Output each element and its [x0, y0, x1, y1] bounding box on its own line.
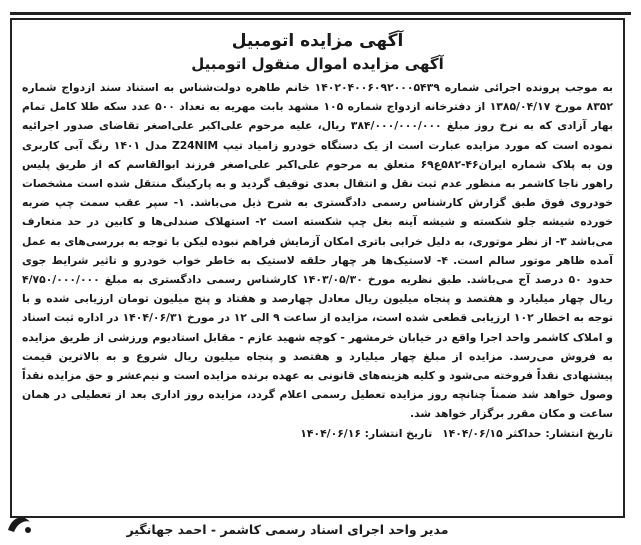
notice-body: به موجب پرونده اجرائی شماره ۱۴۰۲۰۴۰۰۶۰۹۲۰۰۰۵۴۳۹ خانم طاهره دولت‌شناس به استناد سند ازدواج شماره ۸۳۵۲ مورخ ۱۳۸۵/۰۴/۱۷ از دفترخانه ازدواج شماره ۱۰۵ مشهد بابت مهریه به تعداد ۵۰۰ عدد سکه طلا کامل تمام بهار آزادی که به نرخ روز مبلغ ۳۸۴/۰۰۰/۰۰۰/۰۰۰ ریال، علیه مرحوم علی‌اکبر علی‌اصغر تقاضای صدور اجرائیه نموده است که مورد مزایده عبارت است از یک دستگاه خودرو زامیاد تیپ Z24NIM مدل ۱۴۰۱ رنگ آبی کاربری ون به پلاک شماره ایران۴۶-۵۸۲ع۶۹ متعلق به مرحوم علی‌اکبر علی‌اصغر فرزند ابوالقاسم که از طریق پلیس راهور ناجا کاشمر به منظور عدم ثبت نقل و انتقال بعدی توقیف گردید و به پارکینگ منتقل شده است مشخصات خودروی فوق طبق گزارش کارشناس رسمی دادگستری به شرح ذیل می‌باشد. ۱- سپر عقب سمت چپ ضربه خورده شیشه جلو شکسته و شیشه آینه بغل چپ شکسته است ۲- استهلاک صندلی‌ها و کابین در حد متعارف می‌باشد ۳- از نظر موتوری، به دلیل خرابی باتری امکان آزمایش فراهم نبوده لیکن با توجه به بررسی‌های به عمل آمده ظاهر موتور سالم است. ۴- لاستیک‌ها هر چهار حلقه لاستیک به خاطر خواب خودرو و تاثیر شرایط جوی حدود ۵۰ درصد آج می‌باشد. طبق نظریه مورخ ۱۴۰۳/۰۵/۳۰ کارشناس رسمی دادگستری به مبلغ ۴/۷۵۰/۰۰۰/۰۰۰ ریال چهار میلیارد و هفتصد و پنجاه میلیون ریال معادل چهارصد و هفتاد و پنج میلیون تومان ارزیابی شده و با توجه به اخطار ۱۰۲ ارزیابی قطعی شده است، مزایده از ساعت ۹ الی ۱۲ در مورخ ۱۴۰۴/۰۶/۳۱ در اداره ثبت اسناد و املاک کاشمر واحد اجرا واقع در خیابان خرمشهر - کوچه شهید عازم - مقابل استادیوم ورزشی از طریق مزایده به فروش می‌رسد. مزایده از مبلغ چهار میلیارد و هفتصد و پنجاه میلیون ریال شروع و به بالاترین قیمت پیشنهادی نقداً فروخته می‌شود و کلیه هزینه‌های قانونی به عهده برنده مزایده است و نیم‌عشر و حق مزایده نقداً وصول خواهد شد ضمناً چنانچه روز مزایده تعطیل رسمی اعلام گردد، مزایده روز اداری بعد از تعطیلی در همان ساعت و مکان مقرر برگزار خواهد شد.	[22, 81, 614, 421]
publish-deadline: تاریخ انتشار: حداکثر ۱۴۰۴/۰۶/۱۵	[442, 426, 613, 440]
top-divider	[10, 0, 631, 15]
publish-date: تاریخ انتشار: ۱۴۰۴/۰۶/۱۶	[300, 426, 433, 440]
publish-dates	[22, 424, 613, 443]
notice-subtitle: آگهی مزایده اموال منقول اتومبیل	[191, 55, 444, 73]
notice-frame	[10, 18, 625, 518]
corner-logo-icon	[2, 508, 36, 538]
notice-title: آگهی مزایده اتومبیل	[231, 31, 404, 51]
signature-line: مدیر واحد اجرای اسناد رسمی کاشمر - احمد جهانگیر	[126, 522, 449, 537]
